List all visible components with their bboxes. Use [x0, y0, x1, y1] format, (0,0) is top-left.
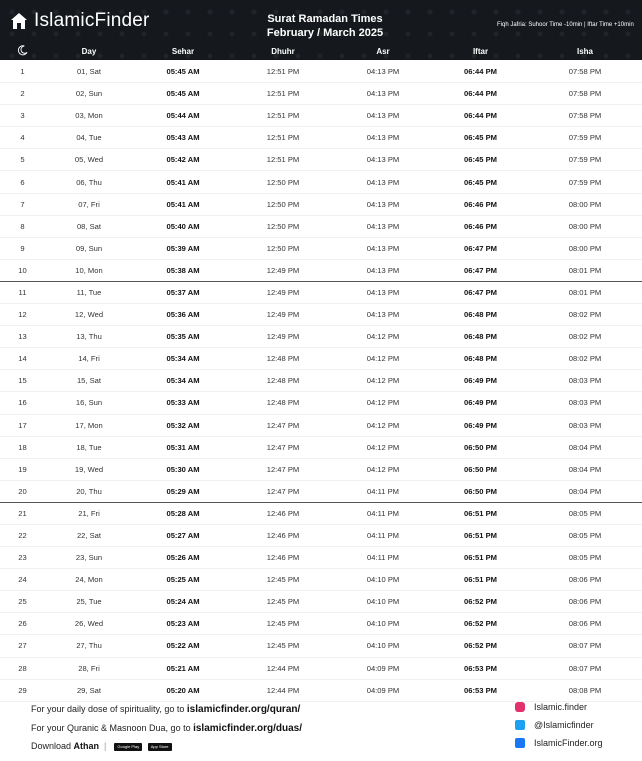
day-number: 17 — [18, 420, 27, 430]
iftar-time: 06:48 PM — [464, 310, 497, 320]
sehar-time: 05:24 AM — [166, 597, 200, 607]
iftar-time: 06:52 PM — [464, 641, 497, 651]
isha-time: 08:01 PM — [568, 265, 602, 275]
sehar-time: 05:39 AM — [166, 243, 200, 253]
isha-time: 08:06 PM — [568, 597, 602, 607]
dhuhr-time: 12:49 PM — [266, 332, 300, 342]
iftar-time: 06:51 PM — [464, 553, 497, 563]
sehar-time: 05:21 AM — [166, 663, 200, 673]
asr-time: 04:12 PM — [366, 332, 400, 342]
asr-time: 04:13 PM — [366, 89, 400, 99]
app-store-badge[interactable]: App Store — [148, 743, 172, 751]
asr-time: 04:11 PM — [367, 508, 399, 518]
table-row — [0, 194, 642, 216]
iftar-time: 06:46 PM — [464, 221, 497, 231]
table-row — [0, 635, 642, 657]
day-number: 23 — [18, 553, 27, 563]
dhuhr-time: 12:46 PM — [266, 553, 300, 563]
isha-time: 08:02 PM — [568, 310, 602, 320]
day-name: 24, Mon — [75, 575, 103, 585]
iftar-time: 06:47 PM — [464, 243, 497, 253]
table-row — [0, 370, 642, 392]
day-name: 29, Sat — [76, 685, 102, 695]
header-dhuhr: Dhuhr — [271, 46, 295, 56]
sehar-time: 05:31 AM — [166, 442, 200, 452]
page-title — [230, 13, 420, 40]
asr-time: 04:12 PM — [366, 398, 400, 408]
isha-time: 08:05 PM — [568, 531, 602, 541]
sehar-time: 05:36 AM — [166, 310, 200, 320]
asr-time: 04:11 PM — [367, 553, 399, 563]
sehar-time: 05:22 AM — [166, 641, 200, 651]
table-row — [0, 415, 642, 437]
iftar-time: 06:50 PM — [464, 486, 497, 496]
isha-time: 08:00 PM — [568, 243, 602, 253]
table-row — [0, 459, 642, 481]
instagram-handle: Islamic.finder — [534, 702, 588, 712]
day-name: 06, Thu — [76, 177, 102, 187]
day-name: 25, Tue — [76, 597, 102, 607]
isha-time: 08:05 PM — [568, 553, 602, 563]
iftar-time: 06:44 PM — [464, 111, 497, 121]
isha-time: 08:00 PM — [568, 221, 602, 231]
iftar-time: 06:50 PM — [464, 442, 497, 452]
sehar-time: 05:28 AM — [166, 508, 200, 518]
isha-time: 08:08 PM — [568, 685, 602, 695]
day-name: 03, Mon — [75, 111, 103, 121]
asr-time: 04:12 PM — [366, 354, 400, 364]
table-row — [0, 260, 642, 282]
facebook-icon — [515, 738, 525, 748]
day-name: 04, Tue — [76, 133, 102, 143]
asr-time: 04:12 PM — [366, 376, 400, 386]
table-row — [0, 326, 642, 348]
twitter-link[interactable] — [515, 720, 594, 730]
iftar-time: 06:45 PM — [464, 133, 497, 143]
day-name: 22, Sat — [76, 531, 102, 541]
dhuhr-time: 12:50 PM — [266, 199, 300, 209]
day-number: 13 — [18, 332, 27, 342]
day-name: 26, Wed — [74, 619, 104, 629]
moon-icon — [17, 45, 28, 56]
day-number: 6 — [20, 177, 25, 187]
header-day: Day — [81, 46, 97, 56]
iftar-time: 06:44 PM — [464, 89, 497, 99]
iftar-time: 06:46 PM — [464, 199, 497, 209]
twitter-icon — [515, 720, 525, 730]
home-icon — [10, 12, 28, 30]
isha-time: 07:59 PM — [568, 177, 602, 187]
day-number: 9 — [20, 243, 25, 253]
twitter-handle: @Islamicfinder — [534, 720, 594, 730]
title-month: February / March 2025 — [266, 27, 384, 39]
dhuhr-time: 12:51 PM — [266, 133, 300, 143]
dhuhr-time: 12:50 PM — [266, 243, 300, 253]
day-name: 10, Mon — [75, 265, 103, 275]
sehar-time: 05:38 AM — [166, 265, 200, 275]
day-name: 20, Thu — [76, 486, 102, 496]
dhuhr-time: 12:48 PM — [266, 354, 300, 364]
isha-time: 07:59 PM — [568, 155, 602, 165]
dhuhr-time: 12:51 PM — [266, 111, 300, 121]
dhuhr-time: 12:48 PM — [266, 398, 300, 408]
facebook-link[interactable] — [515, 738, 603, 748]
asr-time: 04:13 PM — [366, 67, 400, 77]
header-asr: Asr — [376, 46, 390, 56]
isha-time: 08:06 PM — [568, 575, 602, 585]
day-number: 12 — [18, 310, 27, 320]
header-sehar: Sehar — [171, 46, 195, 56]
dhuhr-time: 12:50 PM — [266, 177, 300, 187]
table-row — [0, 658, 642, 680]
iftar-time: 06:52 PM — [464, 597, 497, 607]
table-row — [0, 503, 642, 525]
isha-time: 08:03 PM — [568, 420, 602, 430]
quran-line — [31, 704, 300, 715]
dhuhr-time: 12:51 PM — [266, 155, 300, 165]
sehar-time: 05:45 AM — [166, 67, 200, 77]
google-play-badge[interactable]: Google Play — [114, 743, 142, 751]
asr-time: 04:13 PM — [366, 265, 400, 275]
iftar-time: 06:48 PM — [464, 354, 497, 364]
header-moon-cell — [0, 45, 45, 58]
dhuhr-time: 12:45 PM — [266, 641, 300, 651]
table-row — [0, 83, 642, 105]
table-row — [0, 282, 642, 304]
dhuhr-time: 12:48 PM — [266, 376, 300, 386]
day-number: 2 — [20, 89, 25, 99]
isha-time: 07:58 PM — [568, 89, 602, 99]
isha-time: 08:03 PM — [568, 398, 602, 408]
isha-time: 07:58 PM — [568, 67, 602, 77]
day-number: 5 — [20, 155, 25, 165]
table-row — [0, 481, 642, 503]
logo[interactable] — [10, 9, 150, 33]
day-name: 17, Mon — [75, 420, 103, 430]
dua-prefix: For your Quranic & Masnoon Dua, go to — [31, 723, 194, 733]
iftar-time: 06:49 PM — [464, 376, 497, 386]
dhuhr-time: 12:49 PM — [266, 265, 300, 275]
day-number: 3 — [20, 111, 25, 121]
isha-time: 08:06 PM — [568, 619, 602, 629]
table-row — [0, 569, 642, 591]
sehar-time: 05:44 AM — [166, 111, 200, 121]
table-row — [0, 105, 642, 127]
sehar-time: 05:23 AM — [166, 619, 200, 629]
isha-time: 08:04 PM — [568, 486, 602, 496]
day-name: 11, Tue — [76, 287, 102, 297]
isha-time: 08:05 PM — [568, 508, 602, 518]
asr-time: 04:13 PM — [366, 177, 400, 187]
day-number: 7 — [20, 199, 25, 209]
isha-time: 08:04 PM — [568, 464, 602, 474]
sehar-time: 05:20 AM — [166, 685, 200, 695]
quran-prefix: For your daily dose of spirituality, go to — [31, 704, 187, 714]
dhuhr-time: 12:51 PM — [266, 67, 300, 77]
header-iftar: Iftar — [472, 46, 489, 56]
table-row — [0, 348, 642, 370]
isha-time: 08:00 PM — [568, 199, 602, 209]
day-number: 18 — [18, 442, 27, 452]
dhuhr-time: 12:44 PM — [266, 663, 300, 673]
sehar-time: 05:35 AM — [166, 332, 200, 342]
day-name: 13, Thu — [76, 332, 102, 342]
asr-time: 04:12 PM — [366, 442, 400, 452]
day-name: 12, Wed — [74, 310, 104, 320]
dhuhr-time: 12:45 PM — [266, 619, 300, 629]
day-name: 27, Thu — [76, 641, 102, 651]
asr-time: 04:11 PM — [367, 486, 399, 496]
day-number: 28 — [18, 663, 27, 673]
day-name: 09, Sun — [75, 243, 103, 253]
timetable-body — [0, 61, 642, 702]
day-name: 05, Wed — [74, 155, 104, 165]
column-header — [0, 43, 642, 59]
asr-time: 04:13 PM — [366, 111, 400, 121]
dua-line — [31, 723, 302, 734]
day-name: 28, Fri — [78, 663, 100, 673]
iftar-time: 06:49 PM — [464, 420, 497, 430]
sehar-time: 05:45 AM — [166, 89, 200, 99]
fiqh-note: Fiqh Jafria: Suhoor Time -10min | Iftar Time +10min — [497, 22, 634, 28]
isha-time: 08:04 PM — [568, 442, 602, 452]
download-prefix: Download — [31, 741, 74, 751]
asr-time: 04:10 PM — [366, 619, 400, 629]
instagram-link[interactable] — [515, 702, 587, 712]
day-name: 19, Wed — [74, 464, 104, 474]
sehar-time: 05:41 AM — [166, 177, 200, 187]
dhuhr-time: 12:49 PM — [266, 287, 300, 297]
sehar-time: 05:30 AM — [166, 464, 200, 474]
asr-time: 04:13 PM — [366, 155, 400, 165]
table-row — [0, 525, 642, 547]
asr-time: 04:13 PM — [366, 133, 400, 143]
asr-time: 04:09 PM — [366, 663, 400, 673]
day-number: 20 — [18, 486, 27, 496]
asr-time: 04:13 PM — [366, 287, 400, 297]
day-number: 10 — [18, 265, 27, 275]
sehar-time: 05:34 AM — [166, 376, 200, 386]
dhuhr-time: 12:50 PM — [266, 221, 300, 231]
sehar-time: 05:33 AM — [166, 398, 200, 408]
table-row — [0, 437, 642, 459]
dhuhr-time: 12:46 PM — [266, 508, 300, 518]
asr-time: 04:13 PM — [366, 310, 400, 320]
dhuhr-time: 12:47 PM — [266, 442, 300, 452]
iftar-time: 06:45 PM — [464, 155, 497, 165]
isha-time: 08:07 PM — [568, 641, 602, 651]
iftar-time: 06:47 PM — [464, 265, 497, 275]
asr-time: 04:09 PM — [366, 685, 400, 695]
sehar-time: 05:32 AM — [166, 420, 200, 430]
dhuhr-time: 12:47 PM — [266, 486, 300, 496]
download-line — [31, 741, 172, 751]
day-number: 29 — [18, 685, 27, 695]
day-name: 01, Sat — [76, 67, 102, 77]
sehar-time: 05:43 AM — [166, 133, 200, 143]
asr-time: 04:13 PM — [366, 221, 400, 231]
day-number: 4 — [20, 133, 25, 143]
day-number: 19 — [18, 464, 27, 474]
dhuhr-time: 12:47 PM — [266, 420, 300, 430]
iftar-time: 06:45 PM — [464, 177, 497, 187]
table-row — [0, 613, 642, 635]
iftar-time: 06:49 PM — [464, 398, 497, 408]
day-number: 25 — [18, 597, 27, 607]
sehar-time: 05:37 AM — [166, 287, 200, 297]
asr-time: 04:10 PM — [366, 597, 400, 607]
dua-link[interactable]: islamicfinder.org/duas/ — [193, 723, 303, 734]
iftar-time: 06:44 PM — [464, 67, 497, 77]
sehar-time: 05:34 AM — [166, 354, 200, 364]
table-row — [0, 216, 642, 238]
iftar-time: 06:51 PM — [464, 575, 497, 585]
header-isha: Isha — [576, 46, 593, 56]
table-row — [0, 591, 642, 613]
table-row — [0, 547, 642, 569]
table-row — [0, 61, 642, 83]
day-number: 11 — [18, 287, 27, 297]
day-name: 23, Sun — [75, 553, 103, 563]
day-number: 27 — [18, 641, 27, 651]
day-name: 02, Sun — [75, 89, 103, 99]
iftar-time: 06:50 PM — [464, 464, 497, 474]
dhuhr-time: 12:49 PM — [266, 310, 300, 320]
footer — [0, 699, 642, 761]
asr-time: 04:11 PM — [367, 531, 399, 541]
dhuhr-time: 12:47 PM — [266, 464, 300, 474]
asr-time: 04:12 PM — [366, 464, 400, 474]
isha-time: 08:07 PM — [568, 663, 602, 673]
isha-time: 08:02 PM — [568, 332, 602, 342]
isha-time: 07:58 PM — [568, 111, 602, 121]
iftar-time: 06:52 PM — [464, 619, 497, 629]
header-banner — [0, 0, 642, 60]
isha-time: 08:03 PM — [568, 376, 602, 386]
day-name: 18, Tue — [76, 442, 102, 452]
divider: | — [101, 741, 109, 751]
sehar-time: 05:41 AM — [166, 199, 200, 209]
day-number: 16 — [18, 398, 27, 408]
instagram-icon — [515, 702, 525, 712]
day-number: 24 — [18, 575, 27, 585]
day-number: 21 — [18, 508, 27, 518]
iftar-time: 06:53 PM — [464, 663, 497, 673]
dhuhr-time: 12:45 PM — [266, 597, 300, 607]
table-row — [0, 304, 642, 326]
sehar-time: 05:27 AM — [166, 531, 200, 541]
day-name: 14, Fri — [78, 354, 100, 364]
day-number: 8 — [20, 221, 25, 231]
asr-time: 04:10 PM — [366, 575, 400, 585]
table-row — [0, 392, 642, 414]
day-name: 15, Sat — [76, 376, 102, 386]
dhuhr-time: 12:51 PM — [266, 89, 300, 99]
dhuhr-time: 12:45 PM — [266, 575, 300, 585]
dhuhr-time: 12:46 PM — [266, 531, 300, 541]
dhuhr-time: 12:44 PM — [266, 685, 300, 695]
sehar-time: 05:40 AM — [166, 221, 200, 231]
table-row — [0, 127, 642, 149]
iftar-time: 06:51 PM — [464, 508, 497, 518]
quran-link[interactable]: islamicfinder.org/quran/ — [186, 704, 301, 715]
day-number: 26 — [18, 619, 27, 629]
iftar-time: 06:51 PM — [464, 531, 497, 541]
isha-time: 07:59 PM — [568, 133, 602, 143]
facebook-handle: IslamicFinder.org — [534, 738, 603, 748]
day-name: 21, Fri — [78, 508, 100, 518]
iftar-time: 06:48 PM — [464, 332, 497, 342]
asr-time: 04:13 PM — [366, 199, 400, 209]
table-row — [0, 149, 642, 171]
day-name: 16, Sun — [75, 398, 103, 408]
table-row — [0, 238, 642, 260]
day-number: 1 — [20, 67, 25, 77]
sehar-time: 05:26 AM — [166, 553, 200, 563]
title-city: Surat Ramadan Times — [267, 13, 383, 25]
isha-time: 08:01 PM — [568, 287, 602, 297]
athan-app-name: Athan — [73, 741, 100, 751]
sehar-time: 05:42 AM — [166, 155, 200, 165]
asr-time: 04:12 PM — [366, 420, 400, 430]
asr-time: 04:10 PM — [366, 641, 400, 651]
isha-time: 08:02 PM — [568, 354, 602, 364]
sehar-time: 05:29 AM — [166, 486, 200, 496]
brand-name: IslamicFinder — [34, 10, 150, 31]
day-number: 15 — [18, 376, 27, 386]
iftar-time: 06:53 PM — [464, 685, 497, 695]
day-number: 14 — [18, 354, 27, 364]
asr-time: 04:13 PM — [366, 243, 400, 253]
day-name: 07, Fri — [78, 199, 100, 209]
iftar-time: 06:47 PM — [464, 287, 497, 297]
day-name: 08, Sat — [76, 221, 102, 231]
day-number: 22 — [18, 531, 27, 541]
table-row — [0, 171, 642, 193]
sehar-time: 05:25 AM — [166, 575, 200, 585]
